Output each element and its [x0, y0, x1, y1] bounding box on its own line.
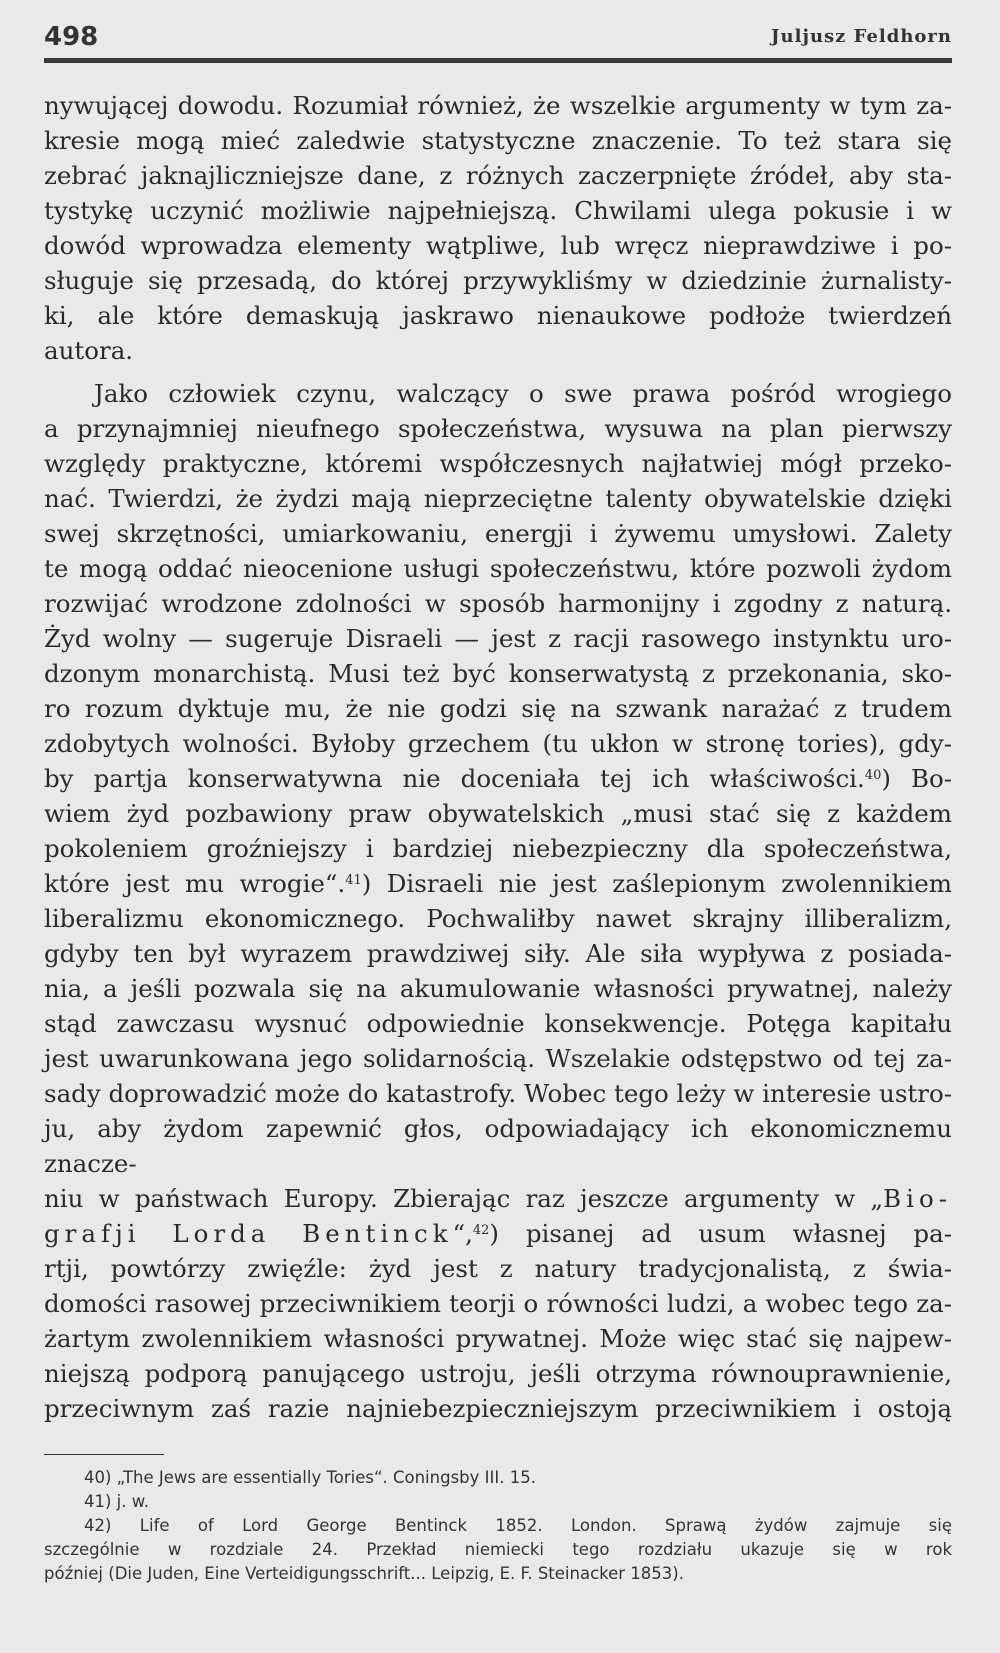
text-line: ki, ale które demaskują jaskrawo nienaukowe podłoże twierdzeń — [44, 301, 952, 330]
paragraph-2 — [44, 376, 952, 1426]
text-line: a przynajmniej nieufnego społeczeństwa, wysuwa na plan pierwszy — [44, 414, 952, 443]
text-line: kresie mogą mieć zaledwie statystyczne znaczenie. To też stara się — [44, 126, 952, 155]
text-line — [44, 1216, 952, 1251]
text-line: nywującej dowodu. Rozumiał również, że wszelkie argumenty w tym za- — [44, 91, 952, 120]
text-segment: ) Disraeli nie jest zaślepionym zwolennikiem — [361, 869, 952, 898]
text-line: Jako człowiek czynu, walczący o swe prawa pośród wrogiego — [94, 379, 952, 408]
text-line: rtji, powtórzy zwięźle: żyd jest z natury tradycjonalistą, z świa- — [44, 1254, 952, 1283]
text-line: przeciwnym zaś razie najniebezpieczniejszym przeciwnikiem i ostoją — [44, 1394, 952, 1423]
text-line: Żyd wolny — sugeruje Disraeli — jest z racji rasowego instynktu uro- — [44, 624, 952, 653]
body-text — [44, 88, 952, 1426]
text-line: sady doprowadzić może do katastrofy. Wobec tego leży w interesie ustro- — [44, 1079, 952, 1108]
text-line: zdobytych wolności. Byłoby grzechem (tu ukłon w stronę tories), gdy- — [44, 729, 952, 758]
text-line: żartym zwolennikiem własności prywatnej. Może więc stać się najpew- — [44, 1324, 952, 1353]
text-line: nać. Twierdzi, że żydzi mają nieprzeciętne talenty obywatelskie dzięki — [44, 484, 952, 513]
text-line: niejszą podporą panującego ustroju, jeśli otrzyma równouprawnienie, — [44, 1359, 952, 1388]
spaced-title: Bio- — [883, 1184, 952, 1213]
text-line: dzonym monarchistą. Musi też być konserwatystą z przekonania, sko- — [44, 659, 952, 688]
text-line: autora. — [44, 336, 134, 365]
running-head: Juljusz Feldhorn — [771, 26, 952, 47]
footnote-42-continued: później (Die Juden, Eine Verteidigungsschrift... Leipzig, E. F. Steinacker 1853). — [44, 1564, 684, 1583]
text-line: stąd zawczasu wysnuć odpowiednie konsekwencje. Potęga kapitału — [44, 1009, 952, 1038]
text-segment: niu w państwach Europy. Zbierając raz jeszcze argumenty w „ — [44, 1184, 884, 1213]
footnote-41: 41) j. w. — [84, 1492, 149, 1511]
footnotes — [44, 1466, 952, 1586]
text-line: wiem żyd pozbawiony praw obywatelskich „musi stać się z każdem — [44, 799, 952, 828]
text-line: nia, a jeśli pozwala się na akumulowanie własności prywatnej, należy — [44, 974, 952, 1003]
text-line: liberalizmu ekonomicznego. Pochwaliłby nawet skrajny illiberalizm, — [44, 904, 952, 933]
footnote-40: 40) „The Jews are essentially Tories“. Coningsby III. 15. — [84, 1468, 536, 1487]
footnote-42-continued: szczególnie w rozdziale 24. Przekład niemiecki tego rozdziału ukazuje się w rok — [44, 1540, 952, 1559]
text-line: gdyby ten był wyrazem prawdziwej siły. Ale siła wypływa z posiada- — [44, 939, 952, 968]
paragraph-1 — [44, 88, 952, 368]
page-header — [44, 22, 952, 62]
text-segment: by partja konserwatywna nie doceniała tej ich właściwości. — [44, 764, 865, 793]
footnote-rule — [44, 1454, 164, 1455]
text-segment: “, — [452, 1219, 473, 1248]
text-line: domości rasowej przeciwnikiem teorji o równości ludzi, a wobec tego za- — [44, 1289, 952, 1318]
text-line: jest uwarunkowana jego solidarnością. Wszelakie odstępstwo od tej za- — [44, 1044, 952, 1073]
text-line: dowód wprowadza elementy wątpliwe, lub wręcz nieprawdziwe i po- — [44, 231, 952, 260]
text-line: te mogą oddać nieocenione usługi społeczeństwu, które pozwoli żydom — [44, 554, 952, 583]
page-number: 498 — [44, 22, 99, 52]
text-line: ro rozum dyktuje mu, że nie godzi się na szwank narażać z trudem — [44, 694, 952, 723]
text-line — [44, 1181, 952, 1216]
footnote-ref-41[interactable]: 41 — [345, 873, 362, 888]
footnote-42: 42) Life of Lord George Bentinck 1852. London. Sprawą żydów zajmuje się — [84, 1516, 952, 1535]
text-line: rozwijać wrodzone zdolności w sposób harmonijny i zgodny z naturą. — [44, 589, 952, 618]
text-line — [44, 866, 952, 901]
text-segment: ) pisanej ad usum własnej pa- — [489, 1219, 952, 1248]
spaced-title: grafji Lorda Bentinck — [44, 1219, 453, 1248]
text-line: zebrać jaknajliczniejsze dane, z różnych zaczerpnięte źródeł, aby sta- — [44, 161, 952, 190]
text-line: tystykę uczynić możliwie najpełniejszą. Chwilami ulega pokusie i w — [44, 196, 952, 225]
footnote-ref-40[interactable]: 40 — [864, 768, 882, 783]
text-segment: ) Bo- — [881, 764, 952, 793]
text-line: względy praktyczne, któremi współczesnych najłatwiej mógł przeko- — [44, 449, 952, 478]
text-line: swej skrzętności, umiarkowaniu, energji i żywemu umysłowi. Zalety — [44, 519, 952, 548]
text-segment: które jest mu wrogie“. — [44, 869, 346, 898]
footnote-ref-42[interactable]: 42 — [472, 1223, 490, 1238]
header-rule — [44, 58, 952, 63]
text-line: ju, aby żydom zapewnić głos, odpowiadający ich ekonomicznemu znacze- — [44, 1114, 952, 1178]
text-line: sługuje się przesadą, do której przywykliśmy w dziedzinie żurnalisty- — [44, 266, 952, 295]
text-line: pokoleniem groźniejszy i bardziej niebezpieczny dla społeczeństwa, — [44, 834, 952, 863]
text-line — [44, 761, 952, 796]
